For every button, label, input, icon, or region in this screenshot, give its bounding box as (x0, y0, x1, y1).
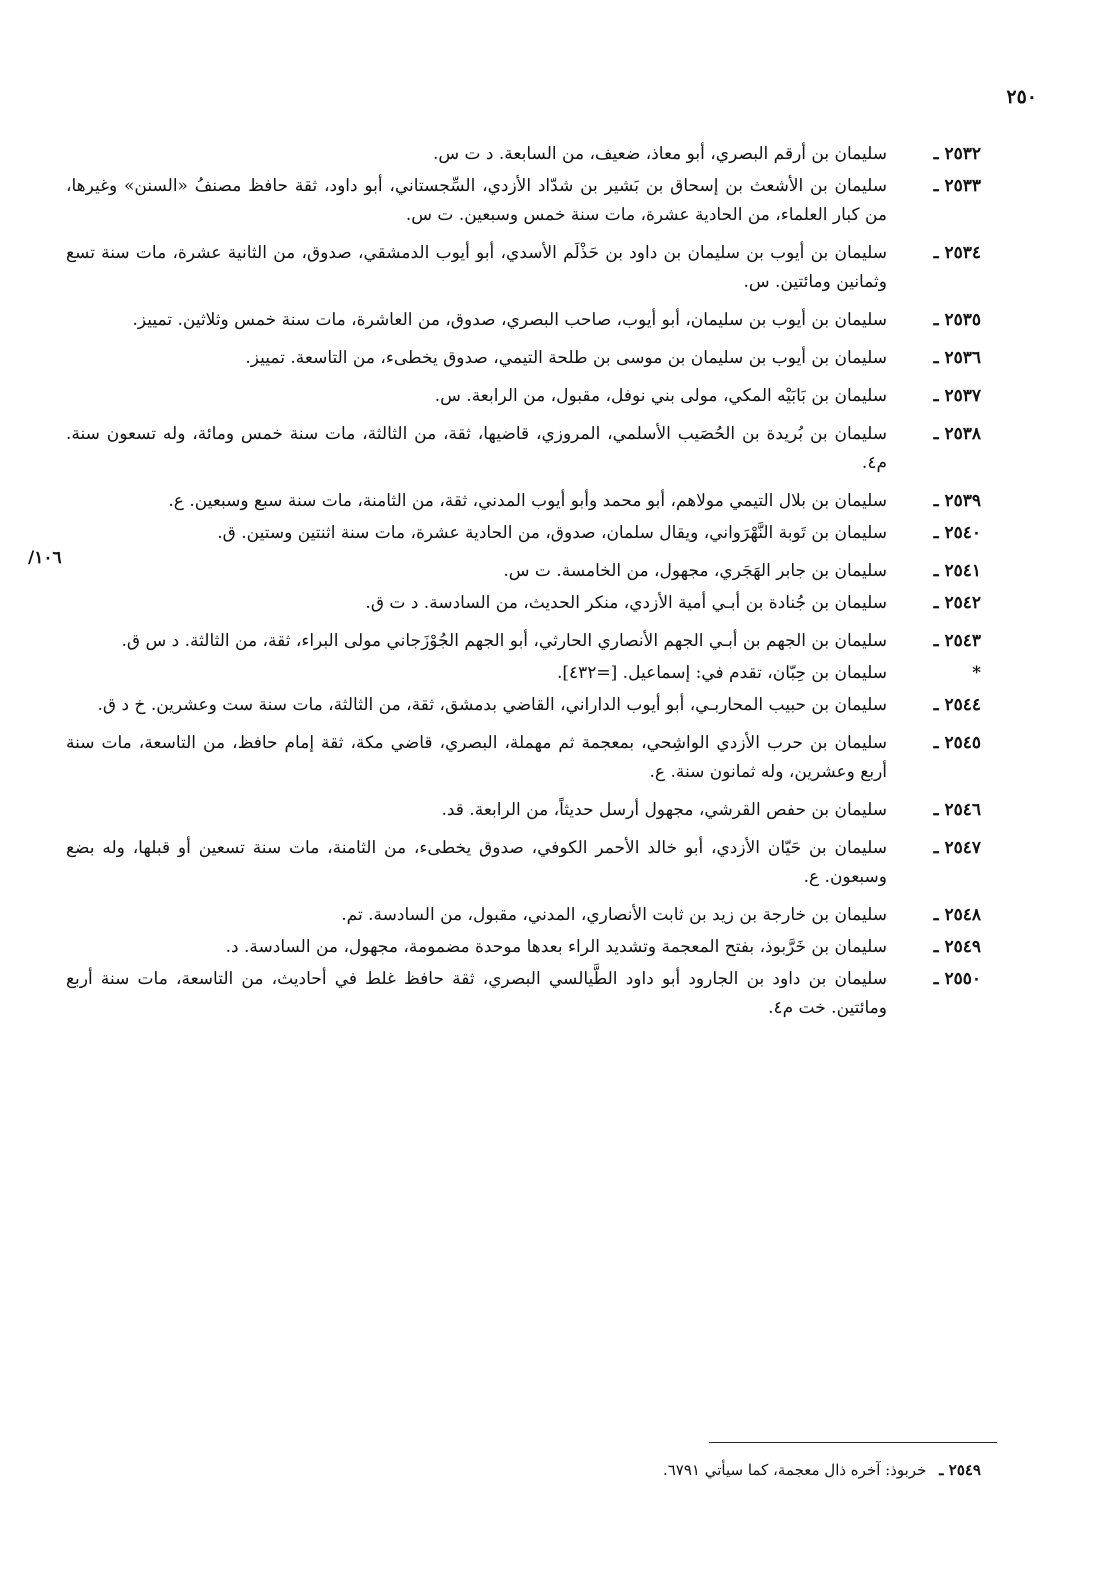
entry-text: سليمان بن جُنادة بن أبـي أمية الأزدي، منكر الحديث، من السادسة. د ت ق. (365, 593, 887, 613)
entry (66, 172, 981, 230)
entry-number: ٢٥٤٢ ـ (933, 593, 981, 613)
entry-number: ٢٥٤٣ ـ (933, 631, 981, 651)
entry-text: سليمان بن حفص القرشي، مجهول أرسل حديثاً، من الرابعة. قد. (441, 800, 887, 820)
entry-number: ٢٥٤٧ ـ (933, 838, 981, 858)
entry (66, 901, 981, 930)
margin-note: ١٠٦/ (28, 548, 62, 568)
entry-text: سليمان بن حرب الأزدي الواشِحي، بمعجمة ثم مهملة، البصري، قاضي مكة، ثقة إمام حافظ، من التاسعة، مات سنة أربع وعشرين، وله ثمانون سنة. ع. (66, 733, 887, 782)
entry (66, 519, 981, 548)
entry (66, 420, 981, 478)
entry (66, 659, 981, 688)
entry-text: سليمان بن أيوب بن سليمان بن موسى بن طلحة التيمي، صدوق يخطىء، من التاسعة. تمييز. (245, 348, 887, 368)
entry (66, 557, 981, 586)
entry (66, 796, 981, 825)
entry-number: ٢٥٤٦ ـ (933, 800, 981, 820)
footnote-text: خربوذ: آخره ذال معجمة، كما سيأتي ٦٧٩١. (662, 1461, 927, 1479)
entries-list (66, 140, 981, 1032)
entry (66, 239, 981, 297)
entry-text: سليمان بن حبيب المحاربـي، أبو أيوب الداراني، القاضي بدمشق، ثقة، من الثالثة، مات سنة ست وعشرين. خ د ق. (97, 695, 887, 715)
entry (66, 834, 981, 892)
entry-number: ٢٥٥٠ ـ (933, 969, 981, 989)
entry-number: ٢٥٣٩ ـ (933, 491, 981, 511)
entry-text: سليمان بن أيوب بن سليمان بن داود بن حَذْلَم الأسدي، أبو أيوب الدمشقي، صدوق، من الثانية عشرة، مات سنة تسع وثمانين ومائتين. س. (66, 243, 887, 292)
entry-number: ٢٥٤٨ ـ (933, 905, 981, 925)
entry-number: ٢٥٣٥ ـ (933, 310, 981, 330)
entry (66, 344, 981, 373)
footnote-divider (709, 1442, 997, 1443)
entry-number: ٢٥٤٩ ـ (933, 937, 981, 957)
footnote (66, 1458, 981, 1482)
entry-number: ٢٥٣٨ ـ (933, 424, 981, 444)
entry (66, 627, 981, 656)
entry-number: ٢٥٣٧ ـ (933, 386, 981, 406)
footnote-number: ٢٥٤٩ ـ (939, 1461, 981, 1479)
entry-text: سليمان بن الأشعث بن إسحاق بن بَشير بن شدّاد الأزدي، السِّجستاني، أبو داود، ثقة حافظ مصنفُ «السنن» وغيرها، من كبار العلماء، من الحادية عشرة، مات سنة خمس وسبعين. ت س. (66, 176, 887, 225)
entry (66, 589, 981, 618)
entry-text: سليمان بن حَيّان الأزدي، أبو خالد الأحمر الكوفي، صدوق يخطىء، من الثامنة، مات سنة تسعين أو قبلها، وله بضع وسبعون. ع. (66, 838, 887, 887)
entry-number: ٢٥٤٠ ـ (933, 523, 981, 543)
entry-number: ٢٥٤٥ ـ (933, 733, 981, 753)
entry-text: سليمان بن خارجة بن زيد بن ثابت الأنصاري، المدني، مقبول، من السادسة. تم. (341, 905, 887, 925)
entry-text: سليمان بن أرقم البصري، أبو معاذ، ضعيف، من السابعة. د ت س. (432, 144, 887, 164)
entry-text: سليمان بن خَرَّبوذ، بفتح المعجمة وتشديد الراء بعدها موحدة مضمومة، مجهول، من السادسة. د. (225, 937, 887, 957)
entry-number: ٢٥٣٤ ـ (933, 243, 981, 263)
entry-number: ٢٥٣٣ ـ (933, 176, 981, 196)
entry-text: سليمان بن أيوب بن سليمان، أبو أيوب، صاحب البصري، صدوق، من العاشرة، مات سنة خمس وثلاثين. تمييز. (132, 310, 887, 330)
entry-number: ٢٥٤٤ ـ (933, 695, 981, 715)
entry-text: سليمان بن بَابَيْه المكي، مولى بني نوفل، مقبول، من الرابعة. س. (434, 386, 887, 406)
entry (66, 382, 981, 411)
entry (66, 306, 981, 335)
entry-text: سليمان بن بلال التيمي مولاهم، أبو محمد وأبو أيوب المدني، ثقة، من الثامنة، مات سنة سبع وسبعين. ع. (168, 491, 887, 511)
entry-text: سليمان بن داود بن الجارود أبو داود الطَّيالسي البصري، ثقة حافظ غلط في أحاديث، من التاسعة، مات سنة أربع ومائتين. خت م٤. (66, 969, 887, 1018)
entry-text: سليمان بن تَوبة النَّهْرَواني، ويقال سلمان، صدوق، من الحادية عشرة، مات سنة اثنتين وستين. ق. (217, 523, 887, 543)
entry-number: ٢٥٣٦ ـ (933, 348, 981, 368)
entry-text: سليمان بن حِبّان، تقدم في: إسماعيل. [=٤٣٢]. (556, 663, 887, 683)
entry-text: سليمان بن جابر الهَجَري، مجهول، من الخامسة. ت س. (503, 561, 887, 581)
entry-text: سليمان بن الجهم بن أبـي الجهم الأنصاري الحارثي، أبو الجهم الجُوْزَجاني مولى البراء، ثقة، من الثالثة. د س ق. (121, 631, 887, 651)
entry-number: * (972, 663, 981, 683)
entry (66, 729, 981, 787)
page-number: ٢٥٠ (1006, 86, 1037, 108)
entry-number: ٢٥٣٢ ـ (933, 144, 981, 164)
entry (66, 933, 981, 962)
entry-number: ٢٥٤١ ـ (933, 561, 981, 581)
entry (66, 487, 981, 516)
entry (66, 691, 981, 720)
entry (66, 140, 981, 169)
entry (66, 965, 981, 1023)
entry-text: سليمان بن بُريدة بن الحُصَيب الأسلمي، المروزي، قاضيها، ثقة، من الثالثة، مات سنة خمس ومائة، وله تسعون سنة. م٤. (66, 424, 887, 473)
